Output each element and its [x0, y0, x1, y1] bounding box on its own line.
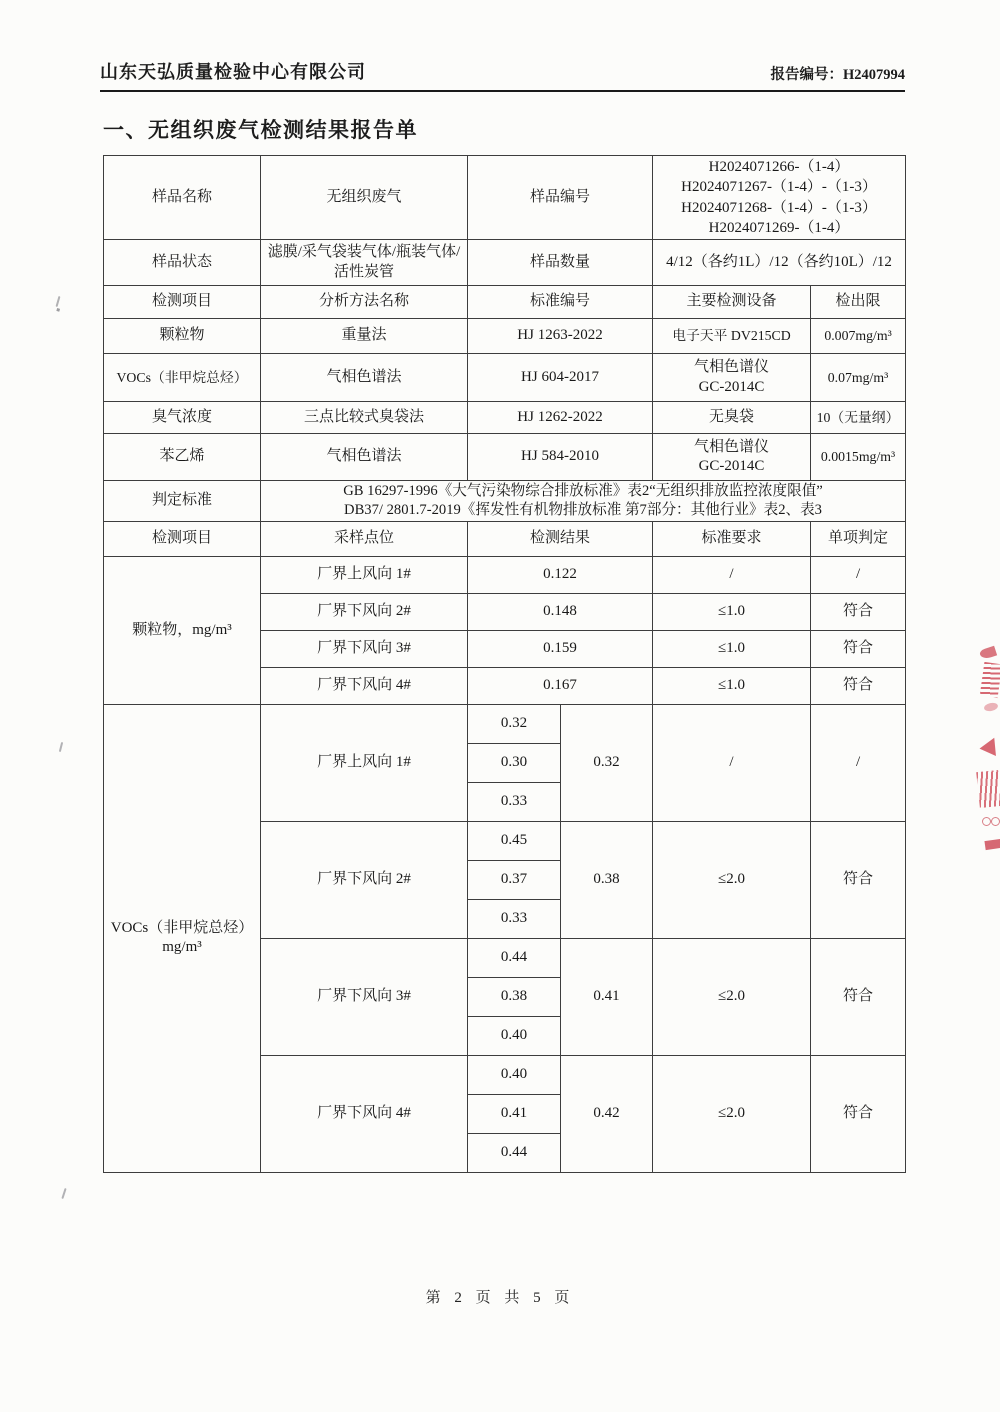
sample-state-label: 样品状态	[104, 240, 261, 286]
sample-no-values	[653, 156, 906, 240]
vocs-label-line: VOCs（非甲烷总烃）	[110, 919, 254, 936]
column-header: 标准编号	[468, 286, 653, 319]
result-value: 0.45	[468, 821, 561, 860]
report-number-label: 报告编号：	[770, 67, 843, 83]
standard-requirement: ≤1.0	[653, 630, 811, 667]
sample-no-value: H2024071266-（1-4）	[708, 159, 850, 175]
table-row	[104, 240, 906, 286]
analyte-name: 苯乙烯	[104, 434, 261, 481]
result-value: 0.44	[468, 938, 561, 977]
company-name: 山东天弘质量检验中心有限公司	[100, 62, 366, 82]
verdict: 符合	[811, 667, 906, 704]
method-name: 重量法	[261, 319, 468, 354]
verdict: 符合	[811, 1055, 906, 1172]
result-value: 0.159	[468, 630, 653, 667]
criteria-line: GB 16297-1996《大气污染物综合排放标准》表2“无组织排放监控浓度限值”	[343, 483, 823, 499]
device-name-line: GC-2014C	[698, 458, 765, 474]
result-value: 0.44	[468, 1133, 561, 1172]
sample-state-value: 滤膜/采气袋装气体/瓶装气体/活性炭管	[261, 240, 468, 286]
column-header: 检测结果	[468, 521, 653, 556]
device-name-line: 气相色谱仪	[694, 359, 770, 375]
result-value: 0.37	[468, 860, 561, 899]
result-value: 0.38	[468, 977, 561, 1016]
criteria-text	[261, 481, 906, 522]
sampling-point: 厂界下风向 2#	[261, 593, 468, 630]
seal-stroke	[980, 662, 1000, 698]
vocs-section-label	[104, 704, 261, 1172]
header-divider	[100, 90, 905, 92]
seal-stroke	[983, 702, 998, 713]
detection-limit: 0.0015mg/m³	[811, 434, 906, 481]
seal-stroke	[979, 646, 997, 660]
result-average: 0.38	[561, 821, 653, 938]
page-number: 第 2 页 共 5 页	[425, 1290, 575, 1306]
pencil-mark	[56, 296, 61, 307]
seal-stroke	[984, 839, 1000, 850]
sampling-point: 厂界下风向 4#	[261, 667, 468, 704]
vocs-label-line: mg/m³	[162, 939, 202, 956]
standard-requirement: ≤2.0	[653, 938, 811, 1055]
sample-no-value: H2024071268-（1-4）-（1-3）	[681, 199, 877, 216]
result-value: 0.33	[468, 782, 561, 821]
pm-result-row	[104, 556, 906, 593]
result-average: 0.41	[561, 938, 653, 1055]
result-value: 0.41	[468, 1094, 561, 1133]
result-average: 0.42	[561, 1055, 653, 1172]
method-name: 气相色谱法	[261, 434, 468, 481]
analyte-name: 臭气浓度	[104, 402, 261, 434]
report-number	[770, 63, 905, 84]
criteria-line: DB37/ 2801.7-2019《挥发性有机物排放标准 第7部分：其他行业》表2、表3	[344, 501, 822, 518]
standard-code: HJ 584-2010	[468, 434, 653, 481]
sampling-point: 厂界上风向 1#	[261, 556, 468, 593]
pencil-mark	[59, 742, 63, 752]
standard-code: HJ 604-2017	[468, 354, 653, 402]
result-value: 0.33	[468, 899, 561, 938]
method-name: 三点比较式臭袋法	[261, 402, 468, 434]
method-header-row	[104, 286, 906, 319]
method-row	[104, 434, 906, 481]
page-title: 一、无组织废气检测结果报告单	[103, 118, 418, 142]
device-name	[653, 354, 811, 402]
analyte-name: 颗粒物	[104, 319, 261, 354]
detection-limit: 0.007mg/m³	[811, 319, 906, 354]
criteria-label: 判定标准	[104, 481, 261, 522]
sampling-point: 厂界下风向 4#	[261, 1055, 468, 1172]
standard-requirement: ≤1.0	[653, 667, 811, 704]
red-seal-fragment	[972, 645, 1000, 863]
method-name: 气相色谱法	[261, 354, 468, 402]
sample-no-value: H2024071267-（1-4）-（1-3）	[681, 179, 877, 196]
result-value: 0.148	[468, 593, 653, 630]
analyte-name: VOCs（非甲烷总烃）	[104, 354, 261, 402]
method-row	[104, 402, 906, 434]
sample-no-label: 样品编号	[468, 156, 653, 240]
table-row	[104, 156, 906, 240]
standard-code: HJ 1263-2022	[468, 319, 653, 354]
method-row	[104, 354, 906, 402]
result-value: 0.40	[468, 1055, 561, 1094]
device-name-line: 气相色谱仪	[694, 438, 770, 455]
column-header: 分析方法名称	[261, 286, 468, 319]
result-value: 0.30	[468, 743, 561, 782]
seal-stroke	[982, 817, 991, 826]
pencil-mark	[61, 1188, 66, 1199]
sample-qty-label: 样品数量	[468, 240, 653, 286]
result-average: 0.32	[561, 704, 653, 821]
vocs-result-row	[104, 704, 906, 743]
result-value: 0.32	[468, 704, 561, 743]
column-header: 检测项目	[104, 521, 261, 556]
seal-stroke	[980, 734, 1000, 756]
result-value: 0.40	[468, 1016, 561, 1055]
standard-requirement: ≤1.0	[653, 593, 811, 630]
document-header	[100, 58, 905, 84]
detection-limit: 0.07mg/m³	[811, 354, 906, 402]
results-header-row	[104, 521, 906, 556]
sampling-point: 厂界上风向 1#	[261, 704, 468, 821]
standard-requirement: ≤2.0	[653, 1055, 811, 1172]
verdict: 符合	[811, 938, 906, 1055]
standard-requirement: /	[653, 704, 811, 821]
verdict: 符合	[811, 593, 906, 630]
method-row	[104, 319, 906, 354]
report-number-value: H2407994	[842, 67, 905, 83]
sample-qty-value: 4/12（各约1L）/12（各约10L）/12	[653, 240, 906, 286]
verdict: 符合	[811, 821, 906, 938]
column-header: 标准要求	[653, 521, 811, 556]
column-header: 单项判定	[811, 521, 906, 556]
criteria-row	[104, 481, 906, 522]
verdict: 符合	[811, 630, 906, 667]
seal-stroke	[976, 770, 1000, 808]
column-header: 检出限	[811, 286, 906, 319]
result-report-table	[103, 155, 906, 1173]
sampling-point: 厂界下风向 3#	[261, 938, 468, 1055]
device-name: 电子天平 DV215CD	[653, 319, 811, 354]
device-name	[653, 434, 811, 481]
verdict: /	[811, 704, 906, 821]
sample-name-label: 样品名称	[104, 156, 261, 240]
sample-no-value: H2024071269-（1-4）	[708, 219, 850, 236]
sampling-point: 厂界下风向 2#	[261, 821, 468, 938]
standard-requirement: ≤2.0	[653, 821, 811, 938]
device-name: 无臭袋	[653, 402, 811, 434]
column-header: 检测项目	[104, 286, 261, 319]
detection-limit: 10（无量纲）	[811, 402, 906, 434]
sampling-point: 厂界下风向 3#	[261, 630, 468, 667]
pm-section-label: 颗粒物，mg/m³	[104, 556, 261, 704]
standard-requirement: /	[653, 556, 811, 593]
column-header: 采样点位	[261, 521, 468, 556]
standard-code: HJ 1262-2022	[468, 402, 653, 434]
device-name-line: GC-2014C	[698, 378, 765, 395]
verdict: /	[811, 556, 906, 593]
result-value: 0.122	[468, 556, 653, 593]
sample-name-value: 无组织废气	[261, 156, 468, 240]
result-value: 0.167	[468, 667, 653, 704]
column-header: 主要检测设备	[653, 286, 811, 319]
